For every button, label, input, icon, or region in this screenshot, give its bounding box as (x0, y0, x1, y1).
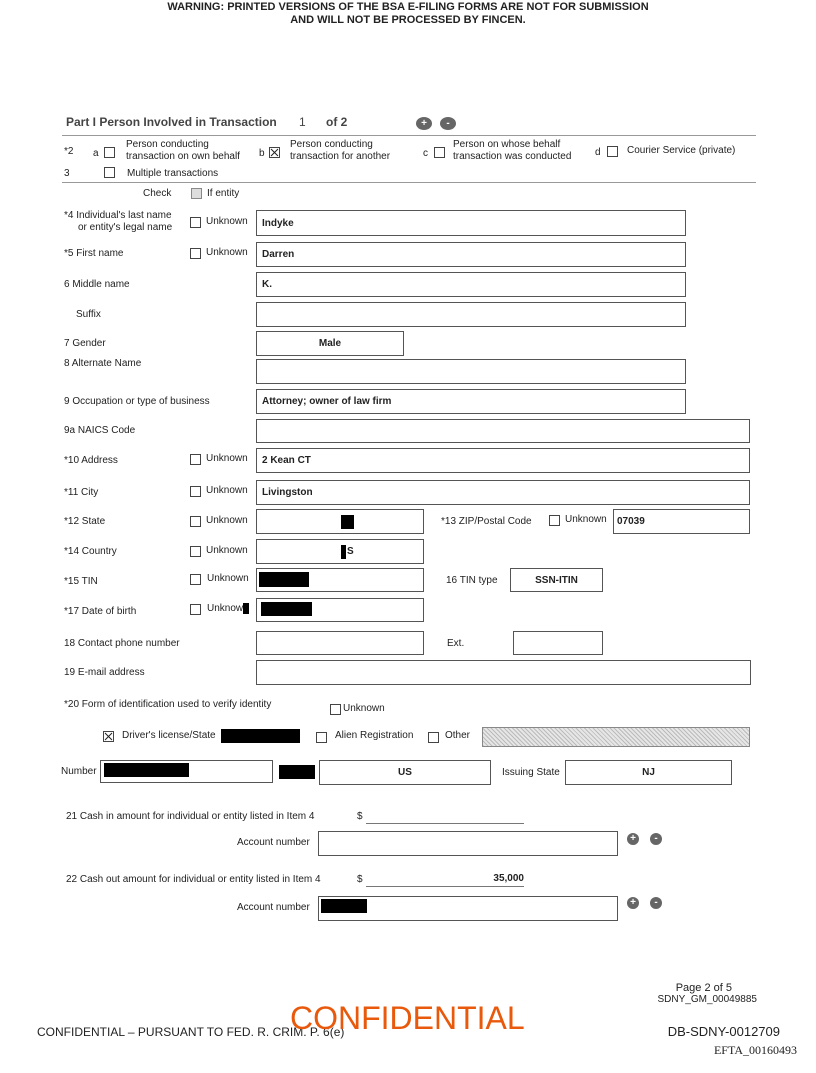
check-label: Check (143, 188, 172, 199)
part-number: 1 (299, 115, 306, 129)
cash-in-label: 21 Cash in amount for individual or entity listed in Item 4 (66, 811, 315, 822)
f5-label: *5 First name (64, 248, 124, 259)
cash-out-label: 22 Cash out amount for individual or entity listed in Item 4 (66, 874, 321, 885)
ext-field[interactable] (513, 631, 603, 655)
item2d-letter: d (595, 147, 601, 158)
drivers-license-checkbox-checked[interactable] (103, 731, 114, 742)
remove-account-button[interactable]: - (650, 897, 662, 909)
f18-label: 18 Contact phone number (64, 638, 180, 649)
f8-label: 8 Alternate Name (64, 358, 142, 369)
f10-unknown-label: Unknown (206, 453, 248, 464)
cash-in-account-field[interactable] (318, 831, 618, 856)
f17-unknown-label: Unknow (207, 603, 244, 614)
page-number: Page 2 of 5 (675, 982, 732, 994)
warning-line-2: AND WILL NOT BE PROCESSED BY FINCEN. (290, 14, 526, 26)
f20-label: *20 Form of identification used to verify identity (64, 699, 272, 710)
f9-label: 9 Occupation or type of business (64, 396, 210, 407)
item2c-text-1: Person on whose behalf (453, 139, 561, 150)
f20-unknown-label: Unknown (343, 703, 385, 714)
bates-number-2: DB-SDNY-0012709 (667, 1024, 780, 1039)
item2c-checkbox[interactable] (434, 147, 445, 158)
item2c-letter: c (423, 148, 428, 159)
other-checkbox[interactable] (428, 732, 439, 743)
divider (62, 182, 756, 183)
middle-name-field[interactable]: K. (256, 272, 686, 297)
item2a-text-2: transaction on own behalf (126, 151, 240, 162)
first-name-field[interactable]: Darren (256, 242, 686, 267)
f16-label: 16 TIN type (446, 575, 498, 586)
f17-unknown-checkbox[interactable] (190, 604, 201, 615)
check-x-icon (104, 732, 113, 741)
tin-type-field[interactable]: SSN-ITIN (510, 568, 603, 592)
item3-checkbox[interactable] (104, 167, 115, 178)
f12-unknown-checkbox[interactable] (190, 516, 201, 527)
item3-text: Multiple transactions (127, 168, 219, 179)
item2b-text-1: Person conducting (290, 139, 373, 150)
f13-label: *13 ZIP/Postal Code (441, 516, 532, 527)
bates-number-1: SDNY_GM_00049885 (657, 994, 757, 1005)
dob-redaction (261, 602, 312, 616)
cash-out-account-redaction (321, 899, 367, 913)
alternate-name-field[interactable] (256, 359, 686, 384)
f9a-label: 9a NAICS Code (64, 425, 136, 436)
if-entity-label: If entity (207, 188, 240, 199)
cash-in-account-label: Account number (237, 837, 310, 848)
id-number-redaction (104, 763, 189, 777)
item3-label: 3 (64, 168, 70, 179)
f11-label: *11 City (64, 487, 99, 498)
suffix-label: Suffix (76, 309, 101, 320)
naics-field[interactable] (256, 419, 750, 443)
zip-field[interactable]: 07039 (613, 509, 750, 534)
f14-label: *14 Country (64, 546, 117, 557)
f14-unknown-label: Unknown (206, 545, 248, 556)
f13-unknown-label: Unknown (565, 514, 607, 525)
part-title: Part I Person Involved in Transaction (66, 115, 277, 129)
cash-out-currency: $ (357, 874, 363, 885)
f7-label: 7 Gender (64, 338, 106, 349)
f4-label-2: or entity's legal name (78, 222, 173, 233)
confidential-watermark: CONFIDENTIAL (290, 1000, 525, 1036)
f4-label-1: *4 Individual's last name (64, 210, 172, 221)
add-part-button[interactable]: + (416, 117, 432, 130)
add-account-button[interactable]: + (627, 833, 639, 845)
divider (62, 135, 756, 136)
country-redaction (341, 545, 346, 559)
country-field[interactable] (256, 539, 424, 564)
f14-unknown-checkbox[interactable] (190, 546, 201, 557)
country-value: S (347, 546, 354, 557)
id-number-label: Number (61, 766, 97, 777)
last-name-field[interactable]: Indyke (256, 210, 686, 236)
f11-unknown-checkbox[interactable] (190, 486, 201, 497)
phone-field[interactable] (256, 631, 424, 655)
license-state-redaction (221, 729, 300, 743)
item2a-letter: a (93, 148, 99, 159)
id-country-label-redaction (279, 765, 315, 779)
item2a-checkbox[interactable] (104, 147, 115, 158)
alien-registration-label: Alien Registration (335, 730, 414, 741)
remove-part-button[interactable]: - (440, 117, 456, 130)
drivers-license-label: Driver's license/State (122, 730, 216, 741)
cash-in-amount[interactable] (366, 811, 524, 824)
check-x-icon (270, 148, 279, 157)
f15-unknown-checkbox[interactable] (190, 574, 201, 585)
remove-account-button[interactable]: - (650, 833, 662, 845)
email-field[interactable] (256, 660, 751, 685)
occupation-field[interactable]: Attorney; owner of law firm (256, 389, 686, 414)
city-field[interactable]: Livingston (256, 480, 750, 505)
cash-in-currency: $ (357, 811, 363, 822)
tin-redaction (259, 572, 309, 587)
f12-unknown-label: Unknown (206, 515, 248, 526)
address-field[interactable]: 2 Kean CT (256, 448, 750, 473)
unknown-redaction (243, 603, 249, 614)
item2-label: *2 (64, 146, 74, 157)
f15-unknown-label: Unknown (207, 573, 249, 584)
item2d-checkbox[interactable] (607, 146, 618, 157)
other-description-field-disabled (482, 727, 750, 747)
cash-out-amount[interactable]: 35,000 (366, 873, 524, 887)
f4-unknown-label: Unknown (206, 216, 248, 227)
f11-unknown-label: Unknown (206, 485, 248, 496)
f6-label: 6 Middle name (64, 279, 130, 290)
f12-label: *12 State (64, 516, 106, 527)
if-entity-checkbox[interactable] (191, 188, 202, 199)
add-account-button[interactable]: + (627, 897, 639, 909)
f5-unknown-label: Unknown (206, 247, 248, 258)
efta-number: EFTA_00160493 (713, 1043, 797, 1057)
item2c-text-2: transaction was conducted (453, 151, 572, 162)
item2a-text-1: Person conducting (126, 139, 209, 150)
issuing-state-field[interactable]: NJ (565, 760, 732, 785)
f13-unknown-checkbox[interactable] (549, 515, 560, 526)
state-redaction (341, 515, 354, 529)
state-field[interactable] (256, 509, 424, 534)
item2d-text: Courier Service (private) (627, 145, 736, 156)
f17-label: *17 Date of birth (64, 606, 137, 617)
id-country-field[interactable]: US (319, 760, 491, 785)
f10-label: *10 Address (64, 455, 118, 466)
f5-unknown-checkbox[interactable] (190, 248, 201, 259)
issuing-state-label: Issuing State (502, 767, 560, 778)
ext-label: Ext. (447, 638, 465, 649)
f20-unknown-checkbox[interactable] (330, 704, 341, 715)
part-of-total: of 2 (326, 115, 348, 129)
f19-label: 19 E-mail address (64, 667, 145, 678)
alien-registration-checkbox[interactable] (316, 732, 327, 743)
f4-unknown-checkbox[interactable] (190, 217, 201, 228)
cash-out-account-label: Account number (237, 902, 310, 913)
item2b-text-2: transaction for another (290, 151, 391, 162)
f15-label: *15 TIN (64, 576, 98, 587)
item2b-letter: b (259, 148, 265, 159)
suffix-field[interactable] (256, 302, 686, 327)
item2b-checkbox-checked[interactable] (269, 147, 280, 158)
gender-field[interactable]: Male (256, 331, 404, 356)
f10-unknown-checkbox[interactable] (190, 454, 201, 465)
other-label: Other (445, 730, 471, 741)
confidential-footer: CONFIDENTIAL – PURSUANT TO FED. R. CRIM. P. 6(e) (37, 1025, 345, 1039)
warning-line-1: WARNING: PRINTED VERSIONS OF THE BSA E-FILING FORMS ARE NOT FOR SUBMISSION (167, 1, 649, 13)
